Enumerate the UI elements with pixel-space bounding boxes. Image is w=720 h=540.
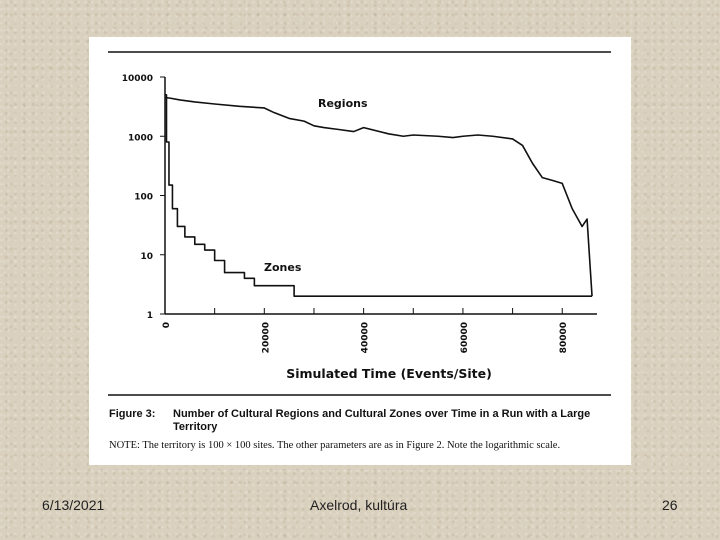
y-tick-label: 100 — [134, 192, 153, 203]
series-annotation: Zones — [264, 261, 302, 274]
y-tick-label: 10000 — [121, 74, 153, 84]
slide-footer: Axelrod, kultúra — [310, 497, 408, 513]
x-axis-label: Simulated Time (Events/Site) — [286, 366, 492, 381]
y-tick-label: 10 — [140, 251, 153, 262]
y-tick-label: 1 — [146, 311, 153, 321]
figure-panel — [89, 37, 631, 465]
figure-note: NOTE: The territory is 100 × 100 sites. The other parameters are as in Figure 2. Note the logarithmic scale. — [109, 440, 561, 451]
series-line-zones — [165, 95, 592, 296]
x-tick-label: 60000 — [459, 322, 470, 354]
log-line-chart — [89, 37, 631, 407]
series-line-regions — [165, 98, 592, 297]
x-tick-label: 80000 — [559, 322, 570, 354]
x-tick-label: 0 — [162, 322, 172, 329]
series-annotation: Regions — [318, 97, 368, 110]
slide-page-number: 26 — [662, 497, 678, 513]
y-tick-label: 1000 — [127, 133, 153, 144]
slide-date: 6/13/2021 — [42, 497, 105, 513]
x-tick-label: 40000 — [360, 322, 371, 354]
caption-title: Number of Cultural Regions and Cultural Zones over Time in a Run with a Large Territory — [173, 408, 591, 433]
x-tick-label: 20000 — [261, 322, 272, 354]
caption-label: Figure 3: — [109, 408, 156, 420]
